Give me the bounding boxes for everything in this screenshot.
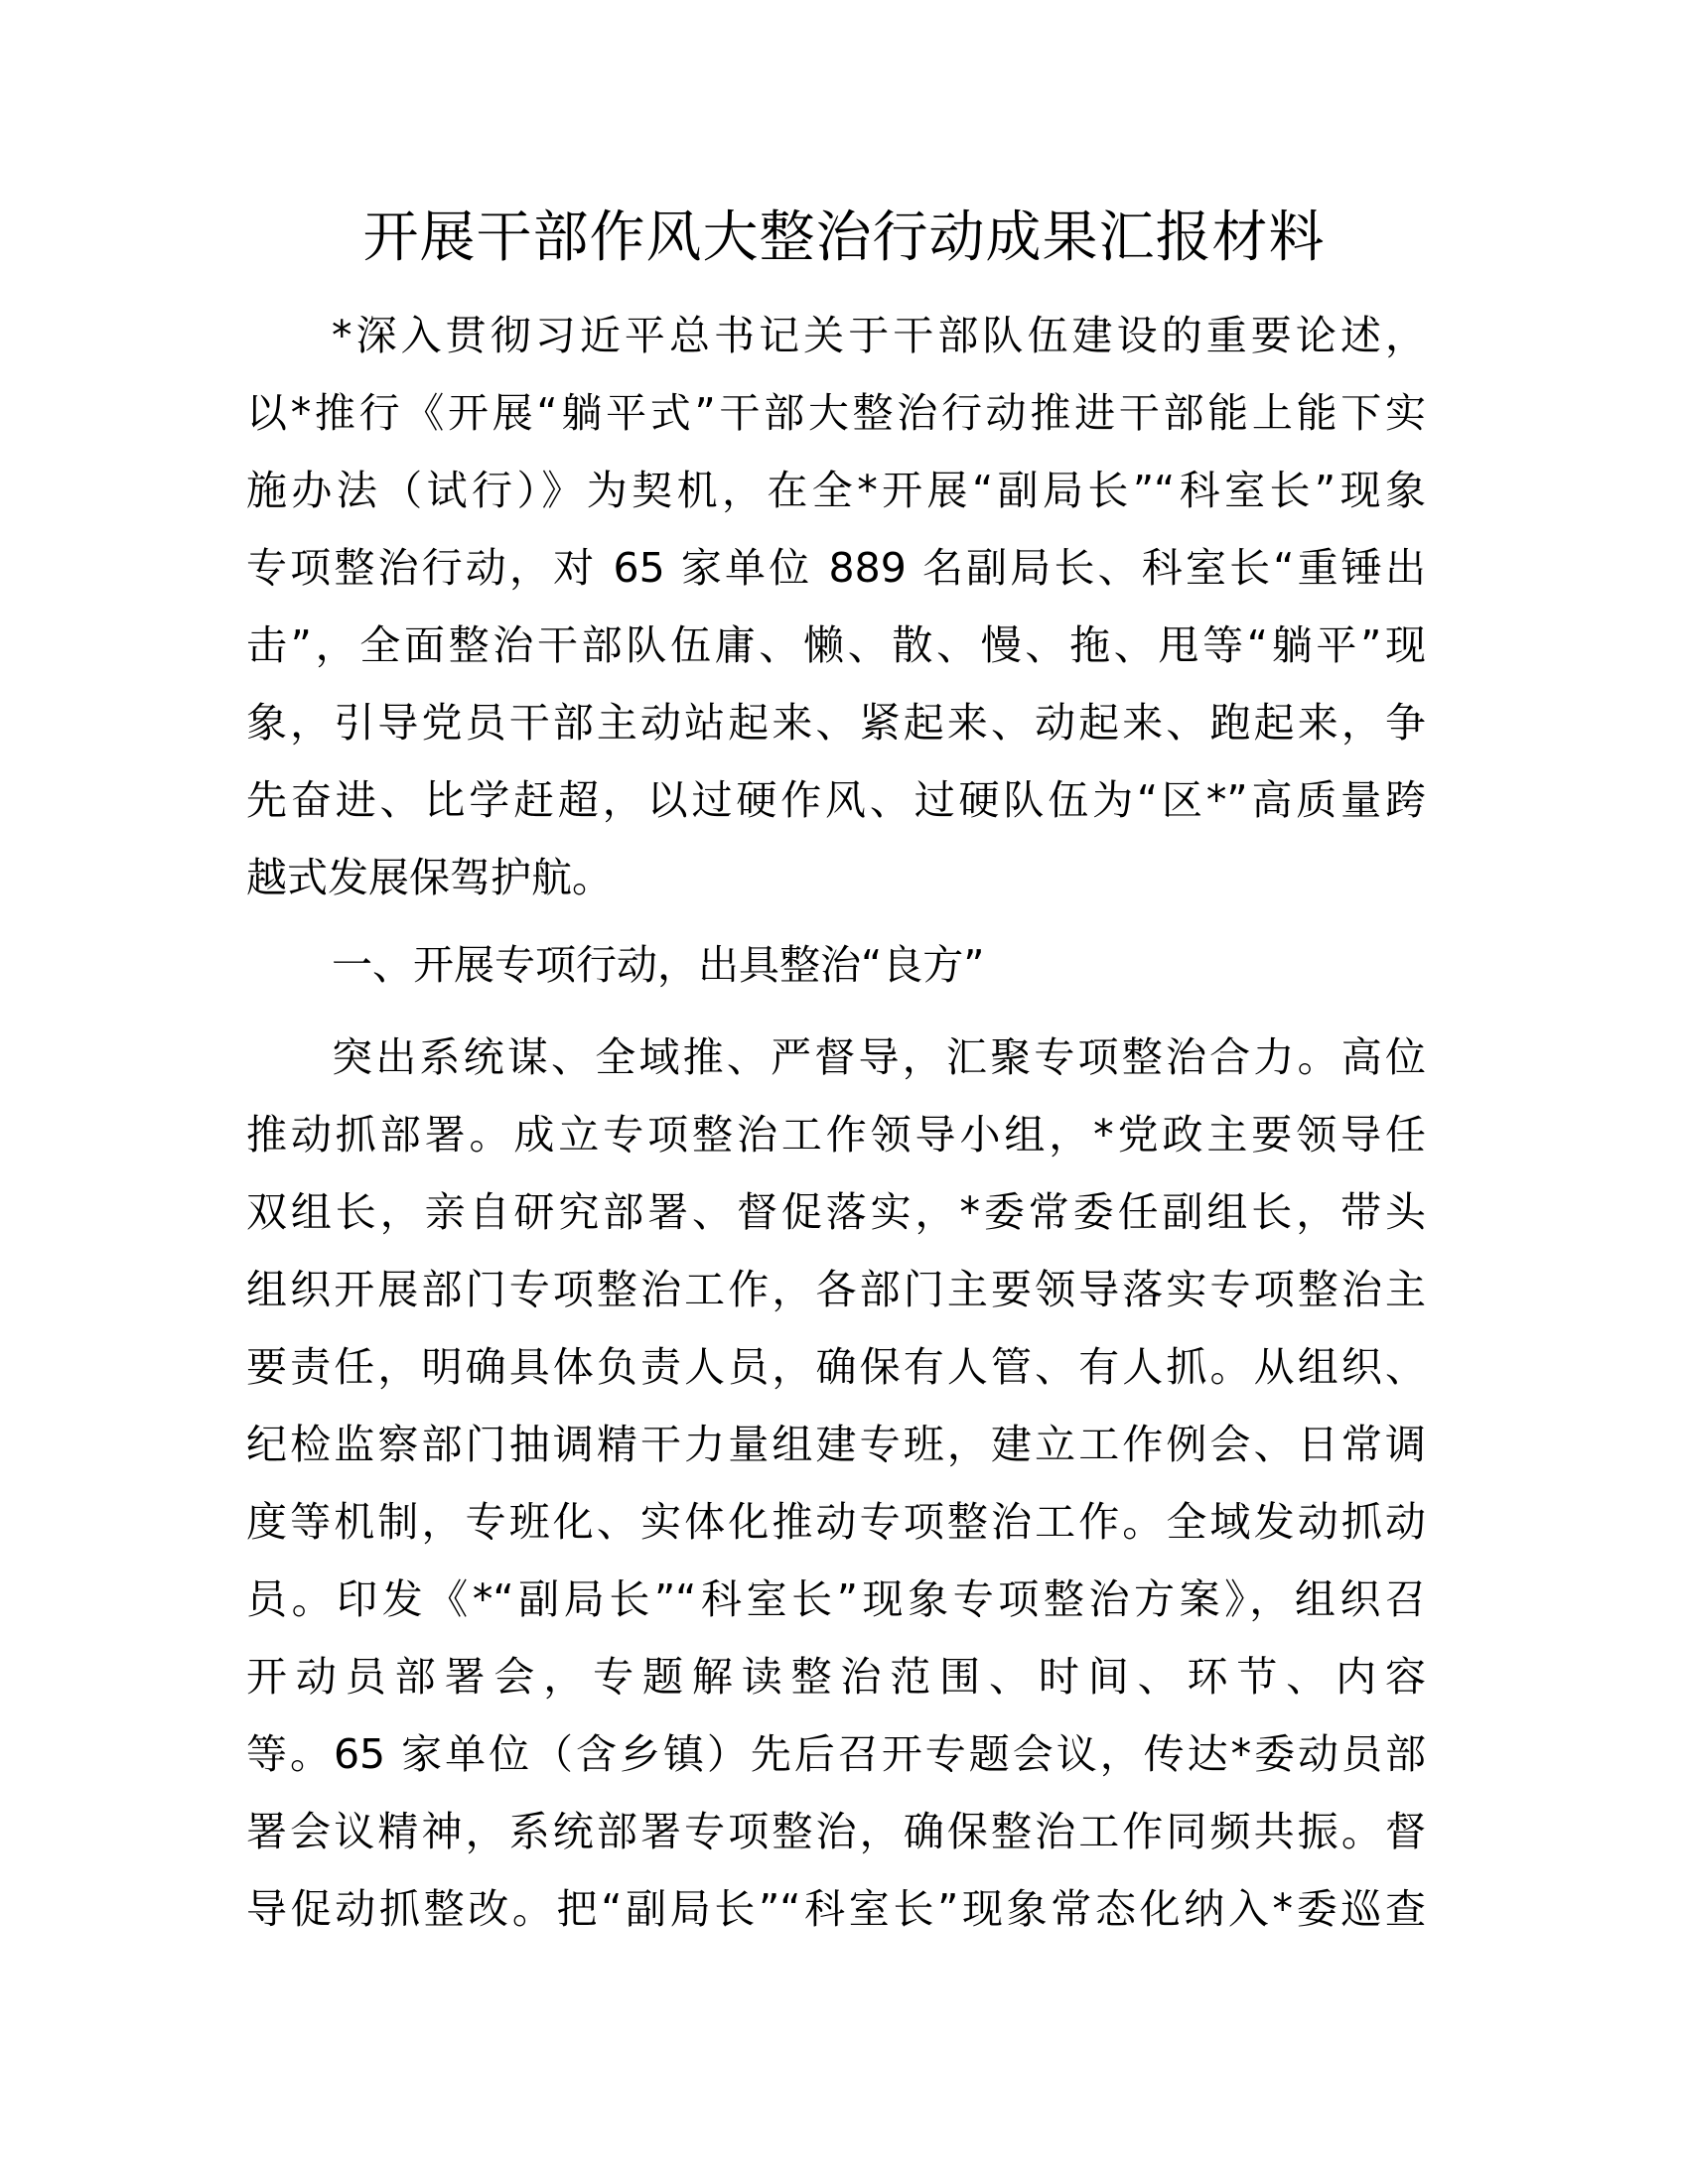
- text-line: 专项整治行动，对 65 家单位 889 名副局长、科室长“重锤出: [246, 544, 1426, 592]
- text-line: 推动抓部署。成立专项整治工作领导小组，*党政主要领导任: [246, 1111, 1426, 1159]
- text-line: 度等机制，专班化、实体化推动专项整治工作。全域发动抓动: [246, 1498, 1426, 1546]
- text-line: 要责任，明确具体负责人员，确保有人管、有人抓。从组织、: [246, 1343, 1426, 1391]
- text-line: 纪检监察部门抽调精干力量组建专班，建立工作例会、日常调: [246, 1421, 1426, 1468]
- text-line: 击”，全面整治干部队伍庸、懒、散、慢、拖、甩等“躺平”现: [246, 621, 1426, 669]
- section-heading-text: 一、开展专项行动，出具整治“良方”: [332, 941, 985, 989]
- text-line: 越式发展保驾护航。: [246, 854, 613, 901]
- text-line: *深入贯彻习近平总书记关于干部队伍建设的重要论述，: [332, 312, 1426, 359]
- text-line: 等。65 家单位（含乡镇）先后召开专题会议，传达*委动员部: [246, 1730, 1426, 1778]
- section-heading: [246, 926, 1426, 1004]
- text-line: 先奋进、比学赶超，以过硬作风、过硬队伍为“区*”高质量跨: [246, 776, 1426, 824]
- text-line: 象，引导党员干部主动站起来、紧起来、动起来、跑起来，争: [246, 699, 1426, 747]
- section-paragraph: [246, 1019, 1426, 1948]
- document-title: 开展干部作风大整治行动成果汇报材料: [362, 205, 1326, 270]
- text-line: 署会议精神，系统部署专项整治，确保整治工作同频共振。督: [246, 1808, 1426, 1855]
- text-line: 开动员部署会，专题解读整治范围、时间、环节、内容: [246, 1653, 1426, 1701]
- text-line: 以*推行《开展“躺平式”干部大整治行动推进干部能上能下实: [246, 389, 1426, 437]
- text-line: 员。印发《*“副局长”“科室长”现象专项整治方案》，组织召: [246, 1575, 1426, 1623]
- intro-paragraph: [246, 297, 1426, 916]
- text-line: 突出系统谋、全域推、严督导，汇聚专项整治合力。高位: [332, 1033, 1426, 1081]
- text-line: 双组长，亲自研究部署、督促落实，*委常委任副组长，带头: [246, 1188, 1426, 1236]
- text-line: 组织开展部门专项整治工作，各部门主要领导落实专项整治主: [246, 1266, 1426, 1313]
- text-line: 施办法（试行）》为契机，在全*开展“副局长”“科室长”现象: [246, 467, 1426, 514]
- text-line: 导促动抓整改。把“副局长”“科室长”现象常态化纳入*委巡查: [246, 1885, 1426, 1933]
